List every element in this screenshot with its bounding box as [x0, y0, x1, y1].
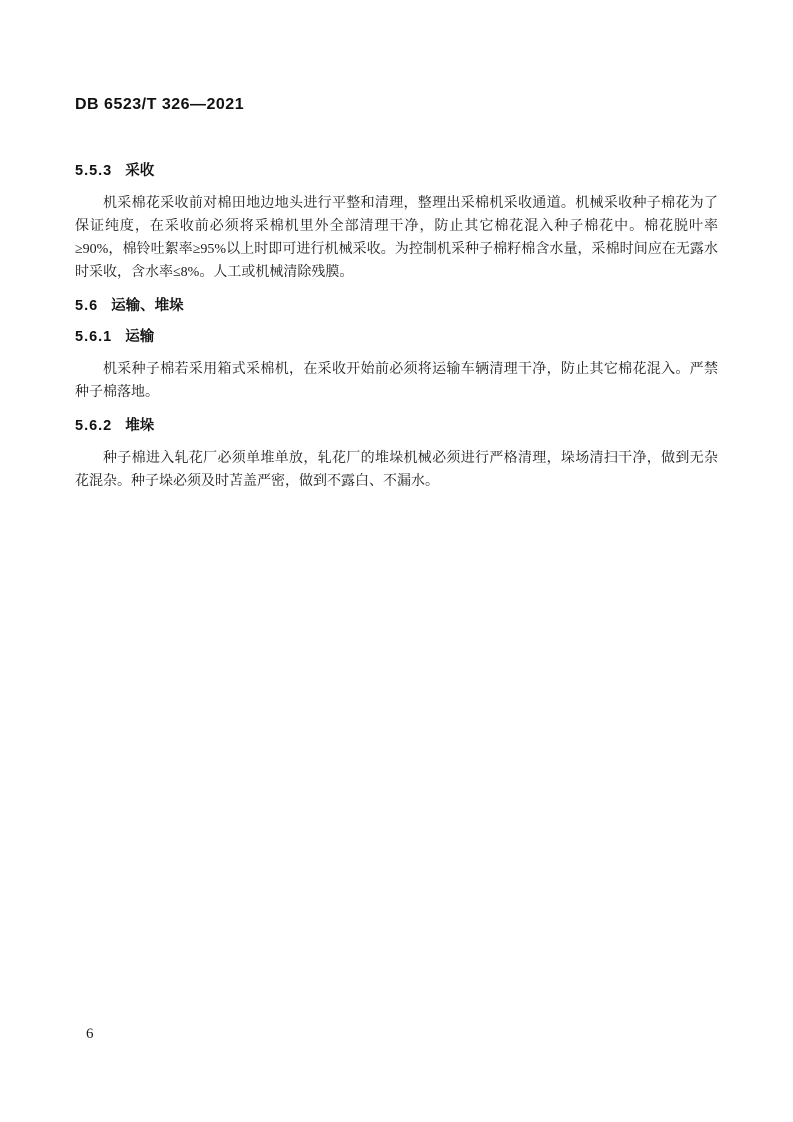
section-title: 运输、堆垛 — [111, 298, 184, 314]
section-heading-5-5-3 — [75, 163, 718, 180]
standard-code-header: DB 6523/T 326—2021 — [75, 96, 245, 113]
section-number: 5.6.2 — [75, 418, 113, 434]
paragraph-transport: 机采种子棉若采用箱式采棉机，在采收开始前必须将运输车辆清理干净，防止其它棉花混入。严禁种子棉落地。 — [75, 362, 718, 400]
section-title: 采收 — [125, 163, 155, 179]
section-heading-5-6 — [75, 298, 718, 315]
page-number: 6 — [86, 1026, 94, 1042]
section-heading-5-6-1 — [75, 329, 718, 346]
section-number: 5.6.1 — [75, 329, 113, 345]
paragraph-stacking: 种子棉进入轧花厂必须单堆单放，轧花厂的堆垛机械必须进行严格清理，垛场清扫干净，做到无杂花混杂。种子垛必须及时苫盖严密，做到不露白、不漏水。 — [75, 451, 718, 489]
section-number: 5.6 — [75, 298, 99, 314]
section-number: 5.5.3 — [75, 163, 113, 179]
document-body — [75, 163, 718, 505]
section-heading-5-6-2 — [75, 418, 718, 435]
paragraph-harvest: 机采棉花采收前对棉田地边地头进行平整和清理，整理出采棉机采收通道。机械采收种子棉花为了保证纯度，在采收前必须将采棉机里外全部清理干净，防止其它棉花混入种子棉花中。棉花脱叶率≥90%，棉铃吐絮率≥95%以上时即可进行机械采收。为控制机采种子棉籽棉含水量，采棉时间应在无露水时采收，含水率≤8%。人工或机械清除残膜。 — [75, 196, 718, 280]
section-title: 运输 — [125, 329, 155, 345]
section-title: 堆垛 — [125, 418, 155, 434]
